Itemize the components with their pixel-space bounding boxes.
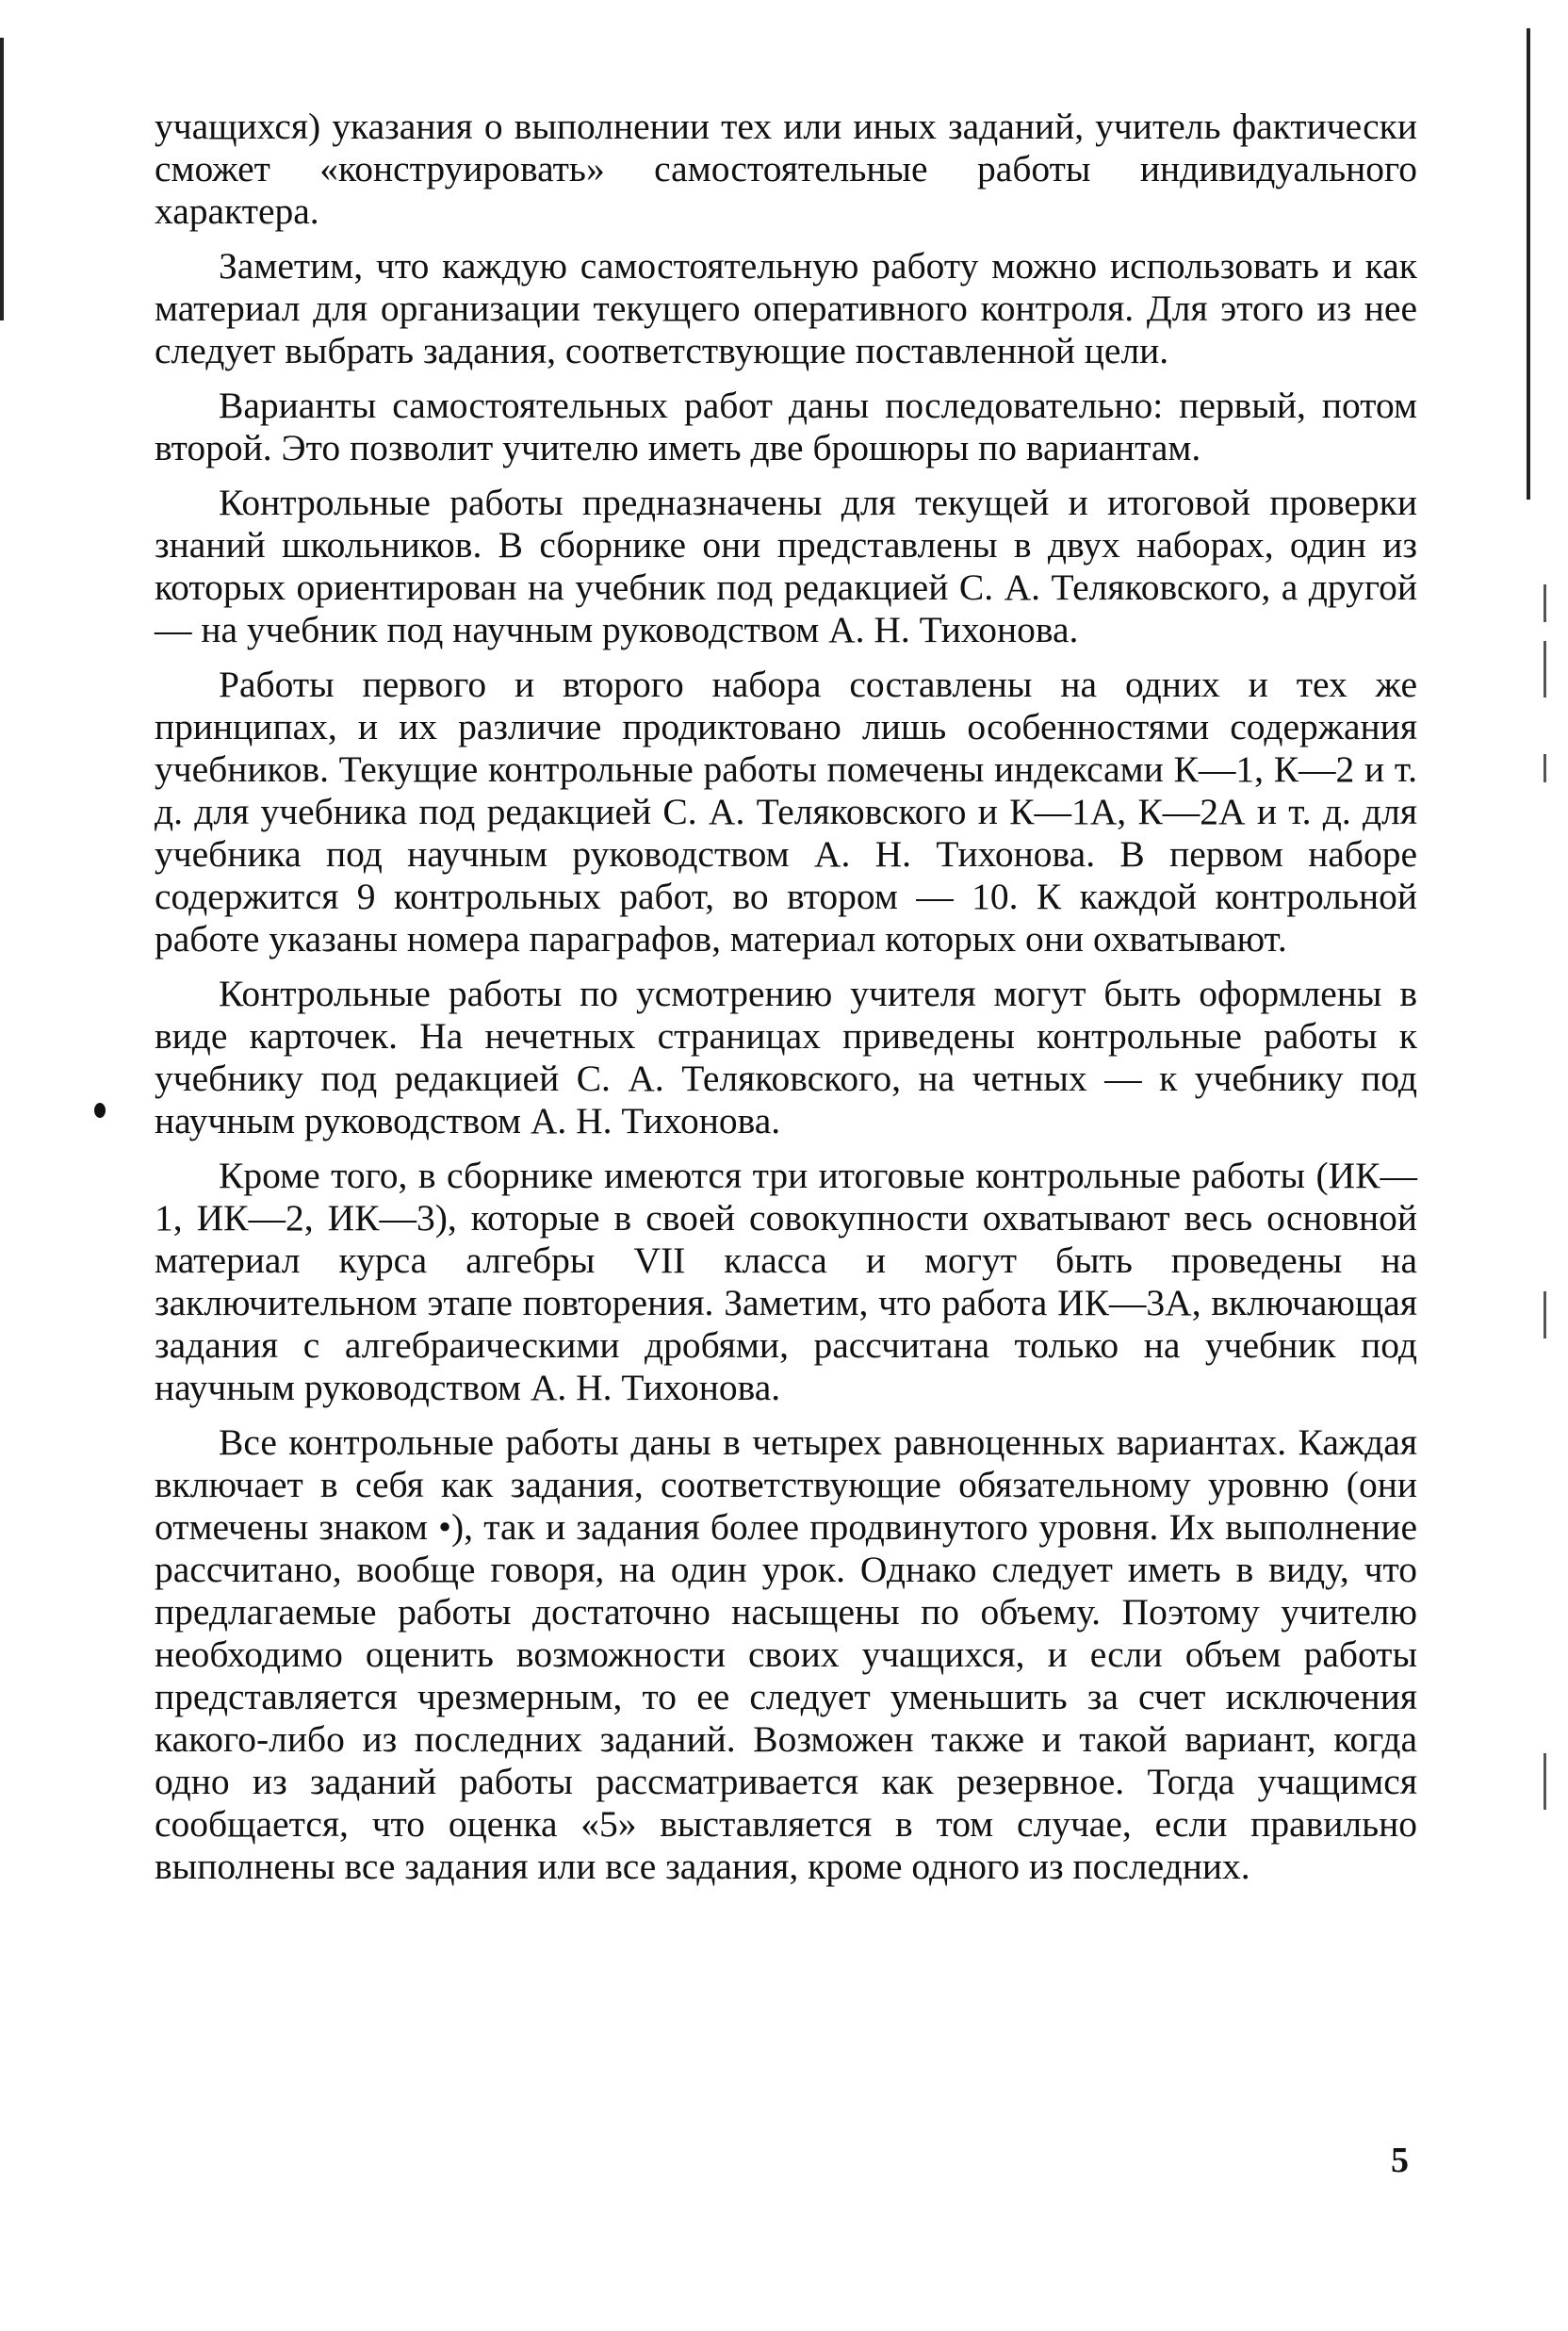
scan-edge-right [1527,28,1530,500]
paragraph: Все контрольные работы даны в четырех равноценных вариантах. Каждая включает в себя как задания, соответствующие обязательному уровню (они отмечены знаком •), так и задания более продвинутого уровня. Их выполнение рассчитано, вообще говоря, на один урок. Однако следует иметь в виду, что предлагаемые работы достаточно насыщены по объему. Поэтому учителю необходимо оценить возможности своих учащихся, и если объем работы представляется чрезмерным, то ее следует уменьшить за счет исключения какого-либо из последних заданий. Возможен также и такой вариант, когда одно из заданий работы рассматривается как резервное. Тогда учащимся сообщается, что оценка «5» выставляется в том случае, если правильно выполнены все задания или все задания, кроме одного из последних. [155,1421,1417,1887]
scan-edge-left [0,38,4,320]
scan-artifact [1544,1753,1546,1810]
page-number: 5 [1391,2141,1409,2180]
body-text [155,106,1417,1900]
paragraph: Контрольные работы по усмотрению учителя могут быть оформлены в виде карточек. На нечетных страницах приведены контрольные работы к учебнику под редакцией С. А. Теляковского, на четных — к учебнику под научным руководством А. Н. Тихонова. [155,973,1417,1141]
scan-artifact [1544,584,1546,622]
paragraph: учащихся) указания о выполнении тех или иных заданий, учитель фактически сможет «конструировать» самостоятельные работы индивидуального характера. [155,106,1417,232]
margin-mark [94,1103,106,1118]
paragraph: Кроме того, в сборнике имеются три итоговые контрольные работы (ИК—1, ИК—2, ИК—3), которые в своей совокупности охватывают весь основной материал курса алгебры VII класса и могут быть проведены на заключительном этапе повторения. Заметим, что работа ИК—3А, включающая задания с алгебраическими дробями, рассчитана только на учебник под научным руководством А. Н. Тихонова. [155,1155,1417,1408]
paragraph: Заметим, что каждую самостоятельную работу можно использовать и как материал для организации текущего оперативного контроля. Для этого из нее следует выбрать задания, соответствующие поставленной цели. [155,245,1417,371]
scan-artifact [1544,641,1546,698]
paragraph: Варианты самостоятельных работ даны последовательно: первый, потом второй. Это позволит учителю иметь две брошюры по вариантам. [155,385,1417,468]
paragraph: Работы первого и второго набора составлены на одних и тех же принципах, и их различие продиктовано лишь особенностями содержания учебников. Текущие контрольные работы помечены индексами К—1, К—2 и т. д. для учебника под редакцией С. А. Теляковского и К—1А, К—2А и т. д. для учебника под научным руководством А. Н. Тихонова. В первом наборе содержится 9 контрольных работ, во втором — 10. К каждой контрольной работе указаны номера параграфов, материал которых они охватывают. [155,664,1417,960]
scan-artifact [1544,1291,1546,1338]
scan-artifact [1544,754,1546,782]
paragraph: Контрольные работы предназначены для текущей и итоговой проверки знаний школьников. В сборнике они представлены в двух наборах, один из которых ориентирован на учебник под редакцией С. А. Теляковского, а другой — на учебник под научным руководством А. Н. Тихонова. [155,482,1417,650]
